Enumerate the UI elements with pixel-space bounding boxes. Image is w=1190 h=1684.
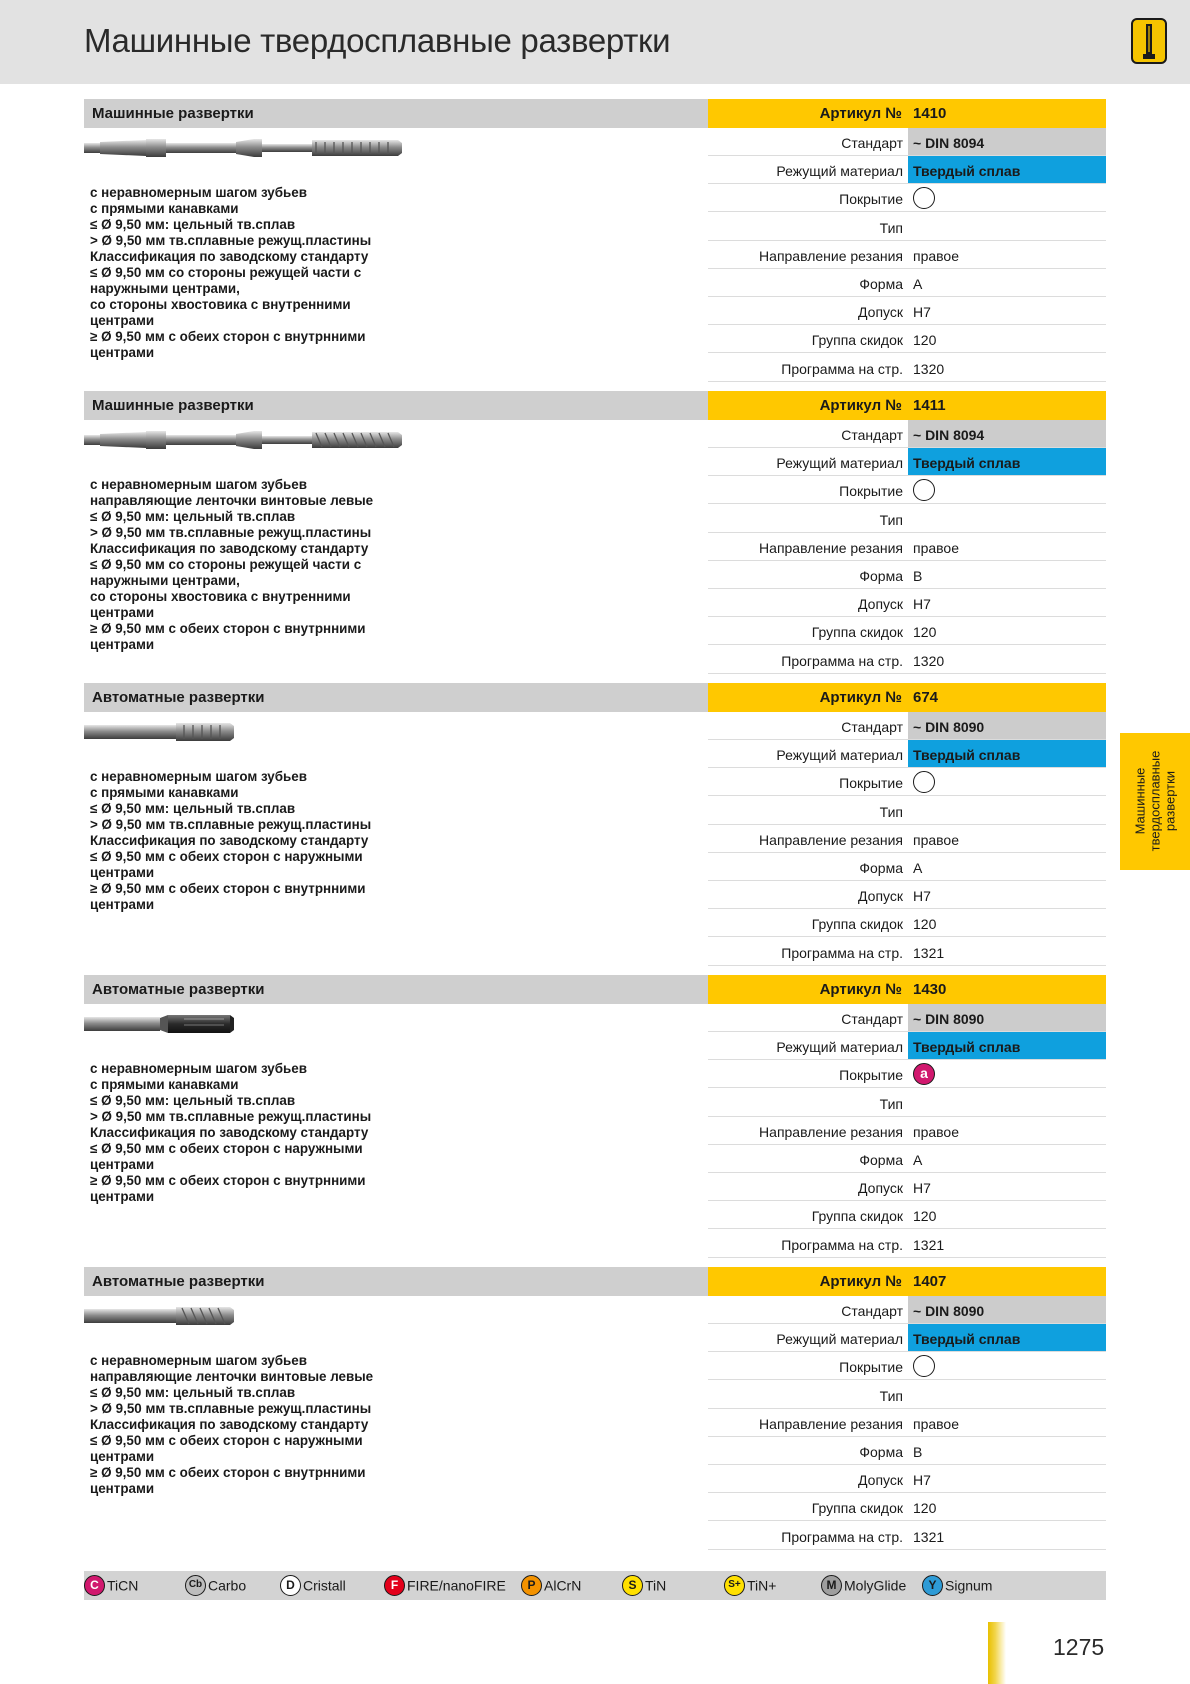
spec-label: Стандарт [841, 135, 903, 151]
spec-row-coating [708, 1352, 1106, 1380]
description-line: с неравномерным шагом зубьев [90, 1061, 307, 1076]
spec-row-program-page [708, 354, 1106, 382]
spec-label: Тип [879, 1095, 903, 1112]
spec-row-form [708, 853, 1106, 881]
coating-badge-icon: Y [922, 1575, 943, 1596]
description-line: ≤ Ø 9,50 мм: цельный тв.сплав [90, 217, 296, 232]
page-number: 1275 [1053, 1634, 1105, 1660]
coating-legend [84, 1571, 1106, 1600]
description-line: центрами [90, 605, 155, 620]
spec-value: 120 [913, 332, 937, 349]
spec-row-cutting-material [708, 740, 1106, 768]
coating-badge-icon: S [622, 1575, 643, 1596]
product-description [90, 477, 390, 653]
product-section [84, 99, 1106, 391]
article-header [708, 1267, 1106, 1296]
legend-item [280, 1575, 346, 1597]
spec-value: правое [913, 247, 960, 264]
spec-row-form [708, 561, 1106, 589]
spec-row-type [708, 797, 1106, 825]
spec-row-tolerance [708, 297, 1106, 325]
description-line: ≤ Ø 9,50 мм: цельный тв.сплав [90, 509, 296, 524]
legend-item [185, 1575, 246, 1597]
article-header [708, 975, 1106, 1004]
spec-label: Режущий материал [776, 163, 903, 180]
description-line: с неравномерным шагом зубьев [90, 185, 307, 200]
side-tab[interactable] [1120, 733, 1190, 870]
spec-value: H7 [913, 888, 931, 905]
product-description [90, 1353, 390, 1497]
description-line: > Ø 9,50 мм тв.сплавные режущ.пластины [90, 233, 372, 248]
article-label: Артикул № [819, 981, 902, 998]
section-title: Автоматные развертки [92, 1273, 265, 1290]
spec-label: Форма [859, 276, 903, 292]
spec-value: 1320 [913, 652, 945, 669]
product-section [84, 391, 1106, 683]
reamer-category-icon [1131, 18, 1167, 64]
spec-row-type [708, 1089, 1106, 1117]
description-line: ≤ Ø 9,50 мм с обеих сторон с наружными [90, 1433, 363, 1448]
spec-label: Группа скидок [811, 1500, 903, 1517]
spec-value: 120 [913, 916, 937, 933]
spec-value: H7 [913, 1472, 931, 1489]
section-header [84, 391, 708, 420]
spec-row-cutting-direction [708, 533, 1106, 561]
spec-value: Твердый сплав [908, 1324, 1106, 1351]
spec-value: B [913, 568, 923, 584]
description-line: центрами [90, 345, 155, 360]
spec-row-form [708, 1145, 1106, 1173]
description-line: ≤ Ø 9,50 мм: цельный тв.сплав [90, 801, 296, 816]
article-label: Артикул № [819, 105, 902, 122]
reamer-tool-image [84, 427, 404, 453]
spec-value: 120 [913, 1208, 937, 1225]
spec-value: 1320 [913, 360, 945, 377]
description-line: центрами [90, 1189, 155, 1204]
spec-label: Стандарт [841, 719, 903, 735]
spec-label: Допуск [858, 596, 903, 613]
description-line: центрами [90, 865, 155, 880]
spec-label: Тип [879, 511, 903, 528]
spec-row-cutting-direction [708, 1409, 1106, 1437]
section-header [84, 683, 708, 712]
coating-badge-icon: S+ [724, 1575, 745, 1596]
coating-empty-icon [913, 187, 935, 209]
description-line: центрами [90, 1481, 155, 1496]
section-title: Автоматные развертки [92, 981, 265, 998]
spec-row-cutting-direction [708, 241, 1106, 269]
spec-label: Режущий материал [776, 1039, 903, 1056]
spec-label: Тип [879, 219, 903, 236]
spec-label: Направление резания [759, 247, 903, 264]
article-label: Артикул № [819, 689, 902, 706]
article-header [708, 683, 1106, 712]
spec-label: Группа скидок [811, 1208, 903, 1225]
section-title: Машинные развертки [92, 105, 254, 122]
spec-row-program-page [708, 646, 1106, 674]
legend-label: Cristall [303, 1577, 346, 1594]
spec-value: A [913, 1152, 923, 1168]
article-header [708, 99, 1106, 128]
spec-value: Твердый сплав [908, 740, 1106, 767]
description-line: Классификация по заводскому стандарту [90, 541, 369, 556]
product-description [90, 1061, 390, 1205]
page-stripe [988, 1622, 1006, 1684]
legend-label: FIRE/nanoFIRE [407, 1577, 506, 1594]
legend-label: TiN [645, 1577, 667, 1594]
description-line: ≤ Ø 9,50 мм с обеих сторон с наружными [90, 849, 363, 864]
description-line: центрами [90, 1449, 155, 1464]
spec-row-coating [708, 1060, 1106, 1088]
spec-value: правое [913, 831, 960, 848]
spec-value: Твердый сплав [908, 448, 1106, 475]
spec-label: Программа на стр. [781, 1528, 903, 1545]
spec-label: Допуск [858, 1472, 903, 1489]
description-line: ≥ Ø 9,50 мм с обеих сторон с внутрнними [90, 1465, 366, 1480]
product-section [84, 1267, 1106, 1559]
legend-label: TiCN [107, 1577, 139, 1594]
spec-value: Твердый сплав [908, 156, 1106, 183]
product-section [84, 683, 1106, 975]
spec-row-discount-group [708, 1201, 1106, 1229]
legend-label: Carbo [208, 1577, 247, 1594]
spec-label: Направление резания [759, 1123, 903, 1140]
spec-label: Программа на стр. [781, 944, 903, 961]
description-line: с прямыми канавками [90, 1077, 239, 1092]
description-line: центрами [90, 313, 155, 328]
description-line: Классификация по заводскому стандарту [90, 833, 369, 848]
spec-row-standard [708, 1296, 1106, 1324]
spec-value: ~ DIN 8094 [908, 420, 1106, 447]
spec-label: Стандарт [841, 1303, 903, 1319]
description-line: центрами [90, 1157, 155, 1172]
legend-item [922, 1575, 992, 1597]
spec-row-coating [708, 768, 1106, 796]
spec-row-tolerance [708, 881, 1106, 909]
spec-label: Направление резания [759, 539, 903, 556]
spec-value: ~ DIN 8090 [908, 1296, 1106, 1323]
spec-value: ~ DIN 8090 [908, 1004, 1106, 1031]
spec-label: Допуск [858, 888, 903, 905]
spec-label: Программа на стр. [781, 1236, 903, 1253]
description-line: с прямыми канавками [90, 785, 239, 800]
spec-row-program-page [708, 1522, 1106, 1550]
section-header [84, 975, 708, 1004]
article-number[interactable]: 1407 [913, 1273, 947, 1290]
description-line: ≥ Ø 9,50 мм с обеих сторон с внутрнними [90, 329, 366, 344]
product-description [90, 185, 390, 361]
spec-row-program-page [708, 1230, 1106, 1258]
spec-row-standard [708, 128, 1106, 156]
spec-label: Режущий материал [776, 455, 903, 472]
description-line: ≥ Ø 9,50 мм с обеих сторон с внутрнними [90, 881, 366, 896]
spec-value: правое [913, 539, 960, 556]
spec-label: Программа на стр. [781, 360, 903, 377]
legend-item [821, 1575, 906, 1597]
spec-value: A [913, 276, 923, 292]
spec-value [908, 768, 1106, 795]
spec-value: ~ DIN 8090 [908, 712, 1106, 739]
description-line: ≤ Ø 9,50 мм: цельный тв.сплав [90, 1093, 296, 1108]
spec-row-cutting-material [708, 156, 1106, 184]
article-number[interactable]: 1411 [913, 397, 946, 414]
coating-empty-icon [913, 771, 935, 793]
spec-value: Твердый сплав [908, 1032, 1106, 1059]
spec-label: Форма [859, 568, 903, 584]
coating-badge-icon: C [84, 1575, 105, 1596]
spec-value [908, 1089, 1106, 1116]
spec-label: Направление резания [759, 831, 903, 848]
spec-row-cutting-material [708, 448, 1106, 476]
spec-value: 1321 [913, 1236, 945, 1253]
spec-label: Группа скидок [811, 624, 903, 641]
spec-value: 120 [913, 1500, 937, 1517]
description-line: направляющие ленточки винтовые левые [90, 493, 374, 508]
description-line: с неравномерным шагом зубьев [90, 769, 307, 784]
product-section [84, 975, 1106, 1267]
spec-row-cutting-material [708, 1032, 1106, 1060]
section-title: Машинные развертки [92, 397, 254, 414]
reamer-tool-image [84, 1011, 404, 1037]
spec-value [908, 184, 1106, 211]
coating-badge-icon: D [280, 1575, 301, 1596]
spec-label: Тип [879, 1387, 903, 1404]
article-number[interactable]: 1430 [913, 981, 947, 998]
spec-value [908, 797, 1106, 824]
description-line: Классификация по заводскому стандарту [90, 1125, 369, 1140]
spec-row-tolerance [708, 589, 1106, 617]
description-line: с неравномерным шагом зубьев [90, 1353, 307, 1368]
spec-label: Покрытие [839, 191, 903, 208]
reamer-tool-image [84, 1303, 404, 1329]
description-line: ≤ Ø 9,50 мм со стороны режущей части с [90, 265, 362, 280]
article-label: Артикул № [819, 1273, 902, 1290]
spec-value [908, 1381, 1106, 1408]
coating-badge-icon: M [821, 1575, 842, 1596]
spec-row-type [708, 213, 1106, 241]
description-line: наружными центрами, [90, 573, 240, 588]
spec-row-coating [708, 184, 1106, 212]
spec-row-discount-group [708, 1493, 1106, 1521]
description-line: > Ø 9,50 мм тв.сплавные режущ.пластины [90, 1109, 372, 1124]
spec-label: Форма [859, 860, 903, 876]
description-line: с неравномерным шагом зубьев [90, 477, 307, 492]
spec-label: Группа скидок [811, 332, 903, 349]
legend-label: TiN+ [747, 1577, 777, 1594]
spec-label: Тип [879, 803, 903, 820]
article-number[interactable]: 674 [913, 689, 939, 706]
spec-row-form [708, 1437, 1106, 1465]
description-line: Классификация по заводскому стандарту [90, 1417, 369, 1432]
spec-value: H7 [913, 596, 931, 613]
spec-value [908, 213, 1106, 240]
description-line: ≥ Ø 9,50 мм с обеих сторон с внутрнними [90, 1173, 366, 1188]
description-line: ≥ Ø 9,50 мм с обеих сторон с внутрнними [90, 621, 366, 636]
spec-value [908, 1060, 1106, 1087]
spec-row-type [708, 1381, 1106, 1409]
spec-value: ~ DIN 8094 [908, 128, 1106, 155]
description-line: с прямыми канавками [90, 201, 239, 216]
description-line: Классификация по заводскому стандарту [90, 249, 369, 264]
spec-value [908, 505, 1106, 532]
spec-row-standard [708, 420, 1106, 448]
spec-label: Программа на стр. [781, 652, 903, 669]
article-number[interactable]: 1410 [913, 105, 947, 122]
spec-row-cutting-direction [708, 1117, 1106, 1145]
description-line: > Ø 9,50 мм тв.сплавные режущ.пластины [90, 1401, 372, 1416]
spec-row-cutting-direction [708, 825, 1106, 853]
description-line: > Ø 9,50 мм тв.сплавные режущ.пластины [90, 817, 372, 832]
coating-empty-icon [913, 479, 935, 501]
description-line: центрами [90, 897, 155, 912]
spec-label: Направление резания [759, 1415, 903, 1432]
spec-value: B [913, 1444, 923, 1460]
spec-row-cutting-material [708, 1324, 1106, 1352]
legend-item [622, 1575, 666, 1597]
coating-badge-icon: a [913, 1063, 935, 1085]
reamer-tool-image [84, 135, 404, 161]
description-line: со стороны хвостовика с внутренними [90, 297, 351, 312]
coating-badge-icon: Cb [185, 1575, 206, 1596]
spec-label: Покрытие [839, 775, 903, 792]
coating-empty-icon [913, 1355, 935, 1377]
section-header [84, 99, 708, 128]
spec-label: Форма [859, 1152, 903, 1168]
spec-label: Режущий материал [776, 1331, 903, 1348]
spec-row-discount-group [708, 325, 1106, 353]
section-header [84, 1267, 708, 1296]
legend-label: AlCrN [544, 1577, 582, 1594]
product-description [90, 769, 390, 913]
description-line: наружными центрами, [90, 281, 240, 296]
spec-value: A [913, 860, 923, 876]
description-line: ≤ Ø 9,50 мм: цельный тв.сплав [90, 1385, 296, 1400]
coating-badge-icon: P [521, 1575, 542, 1596]
legend-item [84, 1575, 138, 1597]
legend-item [384, 1575, 506, 1597]
spec-label: Покрытие [839, 483, 903, 500]
spec-row-tolerance [708, 1173, 1106, 1201]
legend-label: Signum [945, 1577, 993, 1594]
spec-label: Покрытие [839, 1067, 903, 1084]
spec-label: Покрытие [839, 1359, 903, 1376]
section-title: Автоматные развертки [92, 689, 265, 706]
description-line: > Ø 9,50 мм тв.сплавные режущ.пластины [90, 525, 372, 540]
spec-label: Стандарт [841, 427, 903, 443]
spec-value: H7 [913, 1180, 931, 1197]
description-line: со стороны хвостовика с внутренними [90, 589, 351, 604]
spec-value: правое [913, 1415, 960, 1432]
spec-label: Стандарт [841, 1011, 903, 1027]
spec-row-program-page [708, 938, 1106, 966]
spec-label: Допуск [858, 304, 903, 321]
spec-value: 1321 [913, 1528, 945, 1545]
description-line: центрами [90, 637, 155, 652]
spec-row-discount-group [708, 909, 1106, 937]
spec-row-standard [708, 712, 1106, 740]
spec-value [908, 1352, 1106, 1379]
spec-label: Форма [859, 1444, 903, 1460]
legend-label: MolyGlide [844, 1577, 907, 1594]
spec-row-type [708, 505, 1106, 533]
spec-row-standard [708, 1004, 1106, 1032]
spec-value [908, 476, 1106, 503]
article-header [708, 391, 1106, 420]
reamer-tool-image [84, 719, 404, 745]
spec-value: H7 [913, 304, 931, 321]
spec-value: 1321 [913, 944, 945, 961]
legend-item [521, 1575, 581, 1597]
spec-row-discount-group [708, 617, 1106, 645]
spec-row-form [708, 269, 1106, 297]
spec-row-tolerance [708, 1465, 1106, 1493]
coating-badge-icon: F [384, 1575, 405, 1596]
spec-value: 120 [913, 624, 937, 641]
page-title: Машинные твердосплавные развертки [84, 22, 671, 59]
spec-label: Режущий материал [776, 747, 903, 764]
side-tab-label: Машинные твердосплавные развертки [1132, 750, 1178, 852]
spec-value: правое [913, 1123, 960, 1140]
description-line: ≤ Ø 9,50 мм с обеих сторон с наружными [90, 1141, 363, 1156]
legend-item [724, 1575, 776, 1597]
description-line: ≤ Ø 9,50 мм со стороны режущей части с [90, 557, 362, 572]
spec-row-coating [708, 476, 1106, 504]
spec-label: Допуск [858, 1180, 903, 1197]
article-label: Артикул № [819, 397, 902, 414]
description-line: направляющие ленточки винтовые левые [90, 1369, 374, 1384]
spec-label: Группа скидок [811, 916, 903, 933]
